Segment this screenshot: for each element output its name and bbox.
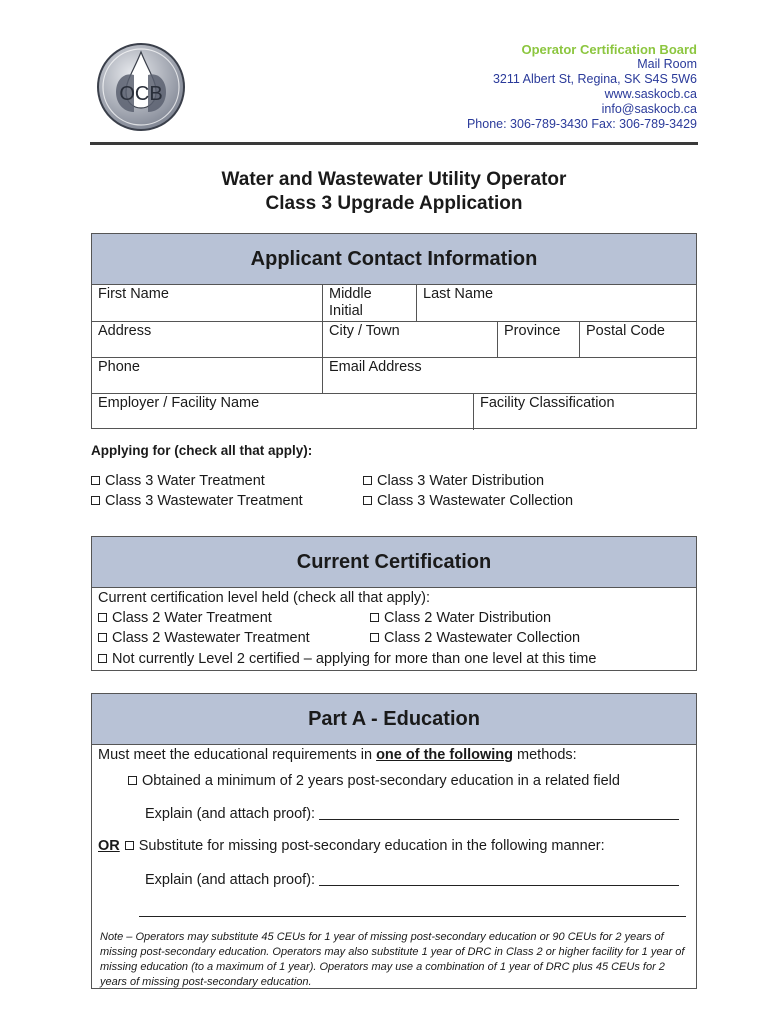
apply-class3-wastewater-treatment[interactable]: Class 3 Wastewater Treatment xyxy=(91,491,303,511)
current-class2-water-treatment[interactable]: Class 2 Water Treatment xyxy=(98,608,272,628)
education-option-post-secondary[interactable]: Obtained a minimum of 2 years post-secondary education in a related field xyxy=(128,771,620,791)
employer-field[interactable]: Employer / Facility Name xyxy=(98,395,260,411)
explain-line-2[interactable]: Explain (and attach proof): xyxy=(145,870,679,890)
current-class2-water-distribution[interactable]: Class 2 Water Distribution xyxy=(370,608,551,628)
apply-class3-water-distribution[interactable]: Class 3 Water Distribution xyxy=(363,471,544,491)
org-mail-room: Mail Room xyxy=(637,57,697,71)
province-field[interactable]: Province xyxy=(504,323,561,339)
title-line-1: Water and Wastewater Utility Operator xyxy=(221,169,567,190)
org-contact-block xyxy=(467,42,697,132)
education-intro: Must meet the educational requirements in one of the following methods: xyxy=(98,747,577,763)
explain-blank-1[interactable] xyxy=(319,805,679,820)
explain-blank-2[interactable] xyxy=(319,871,679,886)
education-section xyxy=(91,693,697,989)
explain-blank-3[interactable] xyxy=(139,916,686,917)
applying-for-label: Applying for (check all that apply): xyxy=(91,443,313,458)
city-field[interactable]: City / Town xyxy=(329,323,400,339)
ocb-logo xyxy=(96,42,186,132)
first-name-field[interactable]: First Name xyxy=(98,286,169,302)
header-divider xyxy=(90,142,698,145)
current-not-certified[interactable]: Not currently Level 2 certified – applying for more than one level at this time xyxy=(98,649,596,669)
checkbox-icon xyxy=(363,476,372,485)
page-title xyxy=(90,168,698,216)
contact-heading: Applicant Contact Information xyxy=(92,234,696,285)
org-phone-fax: Phone: 306-789-3430 Fax: 306-789-3429 xyxy=(466,117,697,131)
checkbox-icon xyxy=(91,476,100,485)
current-class2-wastewater-collection[interactable]: Class 2 Wastewater Collection xyxy=(370,628,580,648)
current-cert-intro: Current certification level held (check all that apply): xyxy=(98,590,431,606)
apply-class3-wastewater-collection[interactable]: Class 3 Wastewater Collection xyxy=(363,491,573,511)
explain-line-1[interactable]: Explain (and attach proof): xyxy=(145,804,679,824)
current-class2-wastewater-treatment[interactable]: Class 2 Wastewater Treatment xyxy=(98,628,310,648)
checkbox-icon xyxy=(370,633,379,642)
education-heading: Part A - Education xyxy=(92,694,696,745)
address-field[interactable]: Address xyxy=(98,323,152,339)
checkbox-icon xyxy=(370,613,379,622)
phone-field[interactable]: Phone xyxy=(98,359,140,375)
org-name: Operator Certification Board xyxy=(521,42,697,57)
current-certification-section xyxy=(91,536,697,671)
postal-code-field[interactable]: Postal Code xyxy=(586,323,665,339)
checkbox-icon xyxy=(363,496,372,505)
facility-classification-field[interactable]: Facility Classification xyxy=(480,395,615,411)
title-line-2: Class 3 Upgrade Application xyxy=(265,193,523,214)
org-website[interactable]: www.saskocb.ca xyxy=(604,87,697,101)
checkbox-icon xyxy=(128,776,137,785)
contact-section xyxy=(91,233,697,429)
checkbox-icon xyxy=(91,496,100,505)
last-name-field[interactable]: Last Name xyxy=(423,286,494,302)
email-field[interactable]: Email Address xyxy=(329,359,422,375)
education-option-substitute[interactable]: OR Substitute for missing post-secondary education in the following manner: xyxy=(98,838,605,854)
svg-text:OCB: OCB xyxy=(119,83,163,105)
current-certification-heading: Current Certification xyxy=(92,537,696,588)
checkbox-icon xyxy=(98,613,107,622)
checkbox-icon xyxy=(125,841,134,850)
checkbox-icon xyxy=(98,633,107,642)
org-email[interactable]: info@saskocb.ca xyxy=(601,102,697,116)
education-note: Note – Operators may substitute 45 CEUs for 1 year of missing post-secondary education or 90 CEUs for 2 years of missing post-secondary education. Operators may also substitute 1 year of DRC in Class 2 or higher facility for 1 year of missing education (to a maximum of 1 year). Operators may use a combination of 1 year of DRC plus 45 CEUs for 2 years of missing post-secondary education. xyxy=(100,931,685,988)
checkbox-icon xyxy=(98,654,107,663)
org-address: 3211 Albert St, Regina, SK S4S 5W6 xyxy=(492,72,697,86)
middle-initial-field[interactable]: Middle Initial xyxy=(329,286,372,319)
apply-class3-water-treatment[interactable]: Class 3 Water Treatment xyxy=(91,471,265,491)
